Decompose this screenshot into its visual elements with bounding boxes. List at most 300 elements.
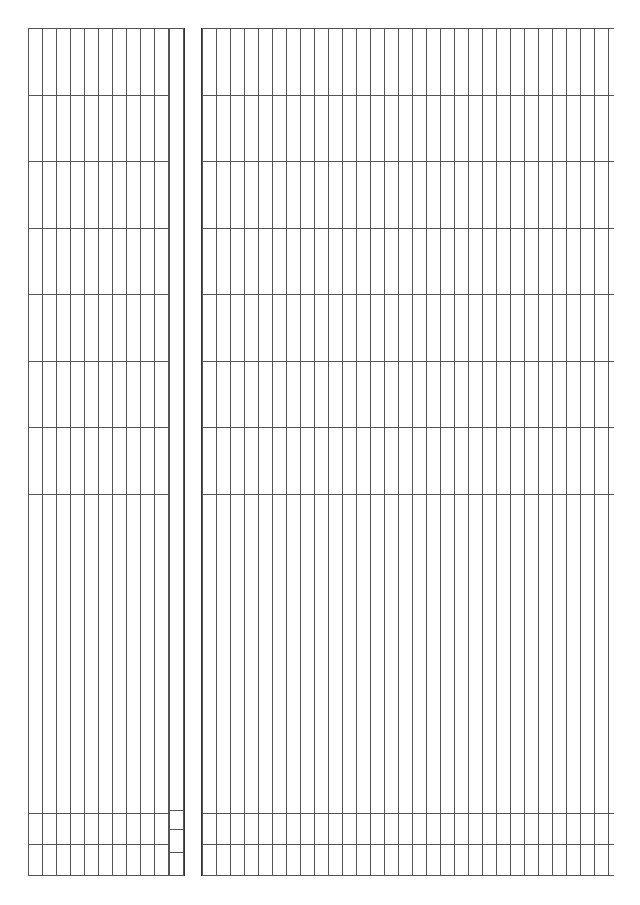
row-value xyxy=(29,162,43,229)
row-value xyxy=(71,295,85,362)
row-code xyxy=(329,844,343,875)
row-value xyxy=(99,29,113,96)
row-code xyxy=(357,844,371,875)
row-value xyxy=(287,428,301,495)
row-value xyxy=(427,361,441,428)
row-label xyxy=(567,494,581,813)
row-value xyxy=(553,95,567,162)
row-label xyxy=(315,494,329,813)
row-value xyxy=(385,295,399,362)
marker-row xyxy=(170,29,184,876)
row-value xyxy=(525,428,539,495)
row-sub xyxy=(385,813,399,844)
row-value xyxy=(315,295,329,362)
row-value xyxy=(273,428,287,495)
row-value xyxy=(43,295,57,362)
row-value xyxy=(399,162,413,229)
table-row xyxy=(301,29,315,876)
row-value xyxy=(301,361,315,428)
row-value xyxy=(141,428,155,495)
row-code xyxy=(427,844,441,875)
row-value xyxy=(231,162,245,229)
row-label xyxy=(511,494,525,813)
row-sub xyxy=(170,830,184,853)
row-label xyxy=(469,494,483,813)
row-value xyxy=(609,95,615,162)
row-sub xyxy=(155,813,169,844)
row-value xyxy=(413,95,427,162)
row-value xyxy=(539,361,553,428)
row-value xyxy=(57,428,71,495)
row-label xyxy=(203,494,217,813)
row-value xyxy=(441,95,455,162)
row-code xyxy=(511,844,525,875)
row-value xyxy=(609,228,615,295)
row-label xyxy=(371,494,385,813)
row-code xyxy=(483,844,497,875)
row-value xyxy=(127,162,141,229)
row-value xyxy=(595,29,609,96)
row-value xyxy=(455,228,469,295)
row-value xyxy=(357,295,371,362)
row-label xyxy=(413,494,427,813)
row-sub xyxy=(455,813,469,844)
row-value xyxy=(231,428,245,495)
row-value xyxy=(371,295,385,362)
row-sub xyxy=(329,813,343,844)
row-value xyxy=(217,228,231,295)
row-code xyxy=(343,844,357,875)
row-code xyxy=(203,844,217,875)
row-value xyxy=(113,228,127,295)
row-sub xyxy=(29,813,43,844)
table-row xyxy=(155,29,169,876)
row-value xyxy=(71,29,85,96)
table-row xyxy=(287,29,301,876)
row-value xyxy=(609,361,615,428)
row-sub xyxy=(301,813,315,844)
row-value xyxy=(301,295,315,362)
row-sub xyxy=(99,813,113,844)
row-value xyxy=(511,361,525,428)
row-label xyxy=(273,494,287,813)
row-value xyxy=(315,428,329,495)
row-value xyxy=(511,428,525,495)
row-value xyxy=(441,295,455,362)
row-value xyxy=(231,361,245,428)
row-label xyxy=(357,494,371,813)
row-value xyxy=(497,361,511,428)
row-value xyxy=(29,361,43,428)
row-label xyxy=(385,494,399,813)
row-value xyxy=(99,361,113,428)
row-value xyxy=(273,228,287,295)
row-label xyxy=(287,494,301,813)
table-row xyxy=(511,29,525,876)
row-value xyxy=(581,228,595,295)
row-label xyxy=(553,494,567,813)
row-value xyxy=(581,95,595,162)
row-value xyxy=(343,295,357,362)
row-value xyxy=(525,295,539,362)
row-value xyxy=(371,29,385,96)
row-value xyxy=(441,228,455,295)
row-code xyxy=(371,844,385,875)
row-value xyxy=(469,95,483,162)
row-value xyxy=(441,162,455,229)
row-value xyxy=(141,95,155,162)
row-value xyxy=(553,428,567,495)
row-value xyxy=(371,228,385,295)
row-value xyxy=(581,295,595,362)
row-value xyxy=(329,162,343,229)
row-value xyxy=(609,295,615,362)
row-value xyxy=(99,228,113,295)
row-label xyxy=(85,494,99,813)
row-value xyxy=(99,428,113,495)
row-value xyxy=(497,162,511,229)
row-code xyxy=(127,844,141,875)
row-value xyxy=(385,228,399,295)
row-value xyxy=(203,95,217,162)
row-code xyxy=(301,844,315,875)
table-row xyxy=(99,29,113,876)
row-value xyxy=(287,162,301,229)
row-value xyxy=(43,428,57,495)
table-row xyxy=(217,29,231,876)
row-value xyxy=(455,295,469,362)
row-sub xyxy=(511,813,525,844)
row-value xyxy=(609,162,615,229)
upper-table xyxy=(28,28,169,876)
row-value xyxy=(371,162,385,229)
row-value xyxy=(609,29,615,96)
table-row xyxy=(245,29,259,876)
row-code xyxy=(259,844,273,875)
row-value xyxy=(43,95,57,162)
row-code xyxy=(113,844,127,875)
row-value xyxy=(329,295,343,362)
row-value xyxy=(567,428,581,495)
row-value xyxy=(455,29,469,96)
row-code xyxy=(581,844,595,875)
row-sub xyxy=(57,813,71,844)
row-value xyxy=(357,428,371,495)
row-value xyxy=(43,228,57,295)
row-code xyxy=(567,844,581,875)
row-value xyxy=(595,361,609,428)
row-sub xyxy=(43,813,57,844)
row-value xyxy=(427,295,441,362)
row-value xyxy=(217,162,231,229)
row-value xyxy=(127,228,141,295)
row-code xyxy=(539,844,553,875)
marker-table xyxy=(169,28,184,876)
table-row xyxy=(595,29,609,876)
row-value xyxy=(259,162,273,229)
row-value xyxy=(581,361,595,428)
row-value xyxy=(29,29,43,96)
table-row xyxy=(469,29,483,876)
table-row xyxy=(581,29,595,876)
table-row xyxy=(399,29,413,876)
row-value xyxy=(595,428,609,495)
row-value xyxy=(99,162,113,229)
row-value xyxy=(413,228,427,295)
row-sub xyxy=(413,813,427,844)
row-value xyxy=(539,162,553,229)
row-value xyxy=(127,361,141,428)
row-value xyxy=(85,361,99,428)
row-value xyxy=(455,95,469,162)
table-row xyxy=(43,29,57,876)
row-value xyxy=(483,95,497,162)
row-value xyxy=(343,162,357,229)
row-label xyxy=(99,494,113,813)
row-value xyxy=(553,29,567,96)
row-value xyxy=(127,295,141,362)
row-code xyxy=(217,844,231,875)
row-value xyxy=(343,428,357,495)
row-label xyxy=(217,494,231,813)
row-value xyxy=(245,428,259,495)
table-row xyxy=(441,29,455,876)
row-value xyxy=(455,428,469,495)
row-value xyxy=(469,295,483,362)
row-value xyxy=(57,361,71,428)
row-value xyxy=(609,428,615,495)
row-value xyxy=(511,95,525,162)
row-sub xyxy=(113,813,127,844)
row-value xyxy=(553,361,567,428)
row-value xyxy=(385,361,399,428)
row-code xyxy=(85,844,99,875)
row-value xyxy=(231,295,245,362)
row-value xyxy=(273,295,287,362)
row-value xyxy=(273,95,287,162)
row-value xyxy=(525,361,539,428)
table-row xyxy=(259,29,273,876)
row-sub xyxy=(371,813,385,844)
row-value xyxy=(511,29,525,96)
row-value xyxy=(217,361,231,428)
row-value xyxy=(301,29,315,96)
row-value xyxy=(511,228,525,295)
row-sub xyxy=(85,813,99,844)
row-value xyxy=(231,228,245,295)
row-value xyxy=(581,428,595,495)
row-sub xyxy=(483,813,497,844)
table-row xyxy=(127,29,141,876)
row-code xyxy=(385,844,399,875)
row-sub xyxy=(315,813,329,844)
row-value xyxy=(259,428,273,495)
row-label xyxy=(399,494,413,813)
row-label xyxy=(29,494,43,813)
row-code xyxy=(441,844,455,875)
row-value xyxy=(217,428,231,495)
row-value xyxy=(525,162,539,229)
rotated-page xyxy=(28,28,614,876)
row-sub xyxy=(357,813,371,844)
table-row xyxy=(553,29,567,876)
row-value xyxy=(441,29,455,96)
row-value xyxy=(301,228,315,295)
row-label xyxy=(127,494,141,813)
row-code xyxy=(231,844,245,875)
row-value xyxy=(127,95,141,162)
row-value xyxy=(399,29,413,96)
row-code xyxy=(155,844,169,875)
row-sub xyxy=(231,813,245,844)
row-code xyxy=(413,844,427,875)
row-value xyxy=(539,228,553,295)
row-value xyxy=(539,29,553,96)
row-value xyxy=(71,228,85,295)
row-value xyxy=(343,29,357,96)
row-value xyxy=(99,95,113,162)
row-value xyxy=(567,95,581,162)
row-value xyxy=(259,361,273,428)
table-row xyxy=(113,29,127,876)
row-value xyxy=(483,29,497,96)
row-sub xyxy=(581,813,595,844)
row-value xyxy=(217,29,231,96)
table-row xyxy=(371,29,385,876)
row-value xyxy=(525,95,539,162)
row-value xyxy=(385,162,399,229)
row-code xyxy=(71,844,85,875)
row-value xyxy=(141,228,155,295)
row-value xyxy=(357,228,371,295)
table-row xyxy=(483,29,497,876)
row-value xyxy=(357,95,371,162)
row-value xyxy=(595,228,609,295)
row-value xyxy=(113,361,127,428)
row-value xyxy=(71,162,85,229)
row-label xyxy=(343,494,357,813)
row-value xyxy=(57,295,71,362)
row-value xyxy=(413,428,427,495)
row-label xyxy=(301,494,315,813)
row-value xyxy=(155,162,169,229)
row-value xyxy=(273,361,287,428)
row-value xyxy=(85,228,99,295)
row-value xyxy=(155,428,169,495)
row-value xyxy=(595,162,609,229)
row-code xyxy=(455,844,469,875)
row-value xyxy=(141,361,155,428)
table-row xyxy=(539,29,553,876)
table-row xyxy=(525,29,539,876)
row-value xyxy=(427,162,441,229)
row-value xyxy=(113,295,127,362)
row-value xyxy=(497,95,511,162)
row-value xyxy=(581,29,595,96)
row-sub xyxy=(343,813,357,844)
table-row xyxy=(273,29,287,876)
row-sub xyxy=(567,813,581,844)
row-value xyxy=(567,29,581,96)
row-value xyxy=(567,361,581,428)
row-value xyxy=(315,95,329,162)
row-code xyxy=(315,844,329,875)
row-sub xyxy=(441,813,455,844)
row-value xyxy=(217,95,231,162)
row-value xyxy=(85,428,99,495)
table-row xyxy=(343,29,357,876)
row-value xyxy=(399,361,413,428)
row-code xyxy=(43,844,57,875)
row-value xyxy=(287,95,301,162)
row-value xyxy=(357,361,371,428)
row-value xyxy=(127,29,141,96)
row-value xyxy=(127,428,141,495)
row-label xyxy=(595,494,609,813)
row-label xyxy=(57,494,71,813)
row-label xyxy=(245,494,259,813)
row-value xyxy=(497,228,511,295)
row-value xyxy=(497,295,511,362)
row-sub xyxy=(539,813,553,844)
row-value xyxy=(85,295,99,362)
row-value xyxy=(385,428,399,495)
row-code xyxy=(609,844,615,875)
row-value xyxy=(329,95,343,162)
row-value xyxy=(427,228,441,295)
row-value xyxy=(113,428,127,495)
row-value xyxy=(483,428,497,495)
row-label xyxy=(497,494,511,813)
table-row xyxy=(609,29,615,876)
row-value xyxy=(141,162,155,229)
row-value xyxy=(245,29,259,96)
row-value xyxy=(99,295,113,362)
row-code xyxy=(595,844,609,875)
row-value xyxy=(469,361,483,428)
row-value xyxy=(427,95,441,162)
row-code xyxy=(99,844,113,875)
row-value xyxy=(469,29,483,96)
row-value xyxy=(595,295,609,362)
row-value xyxy=(315,361,329,428)
table-row xyxy=(203,29,217,876)
table-row xyxy=(567,29,581,876)
table-row xyxy=(357,29,371,876)
section-heading xyxy=(184,28,202,876)
row-sub xyxy=(427,813,441,844)
row-value xyxy=(427,428,441,495)
row-value xyxy=(553,228,567,295)
row-code xyxy=(141,844,155,875)
row-value xyxy=(357,29,371,96)
table-row xyxy=(497,29,511,876)
row-value xyxy=(413,162,427,229)
row-value xyxy=(455,162,469,229)
table-row xyxy=(57,29,71,876)
row-code xyxy=(57,844,71,875)
row-code xyxy=(525,844,539,875)
row-label xyxy=(329,494,343,813)
row-value xyxy=(259,228,273,295)
row-value xyxy=(245,361,259,428)
row-value xyxy=(469,228,483,295)
row-value xyxy=(245,228,259,295)
row-value xyxy=(329,228,343,295)
row-value xyxy=(441,361,455,428)
row-value xyxy=(245,95,259,162)
row-label xyxy=(231,494,245,813)
